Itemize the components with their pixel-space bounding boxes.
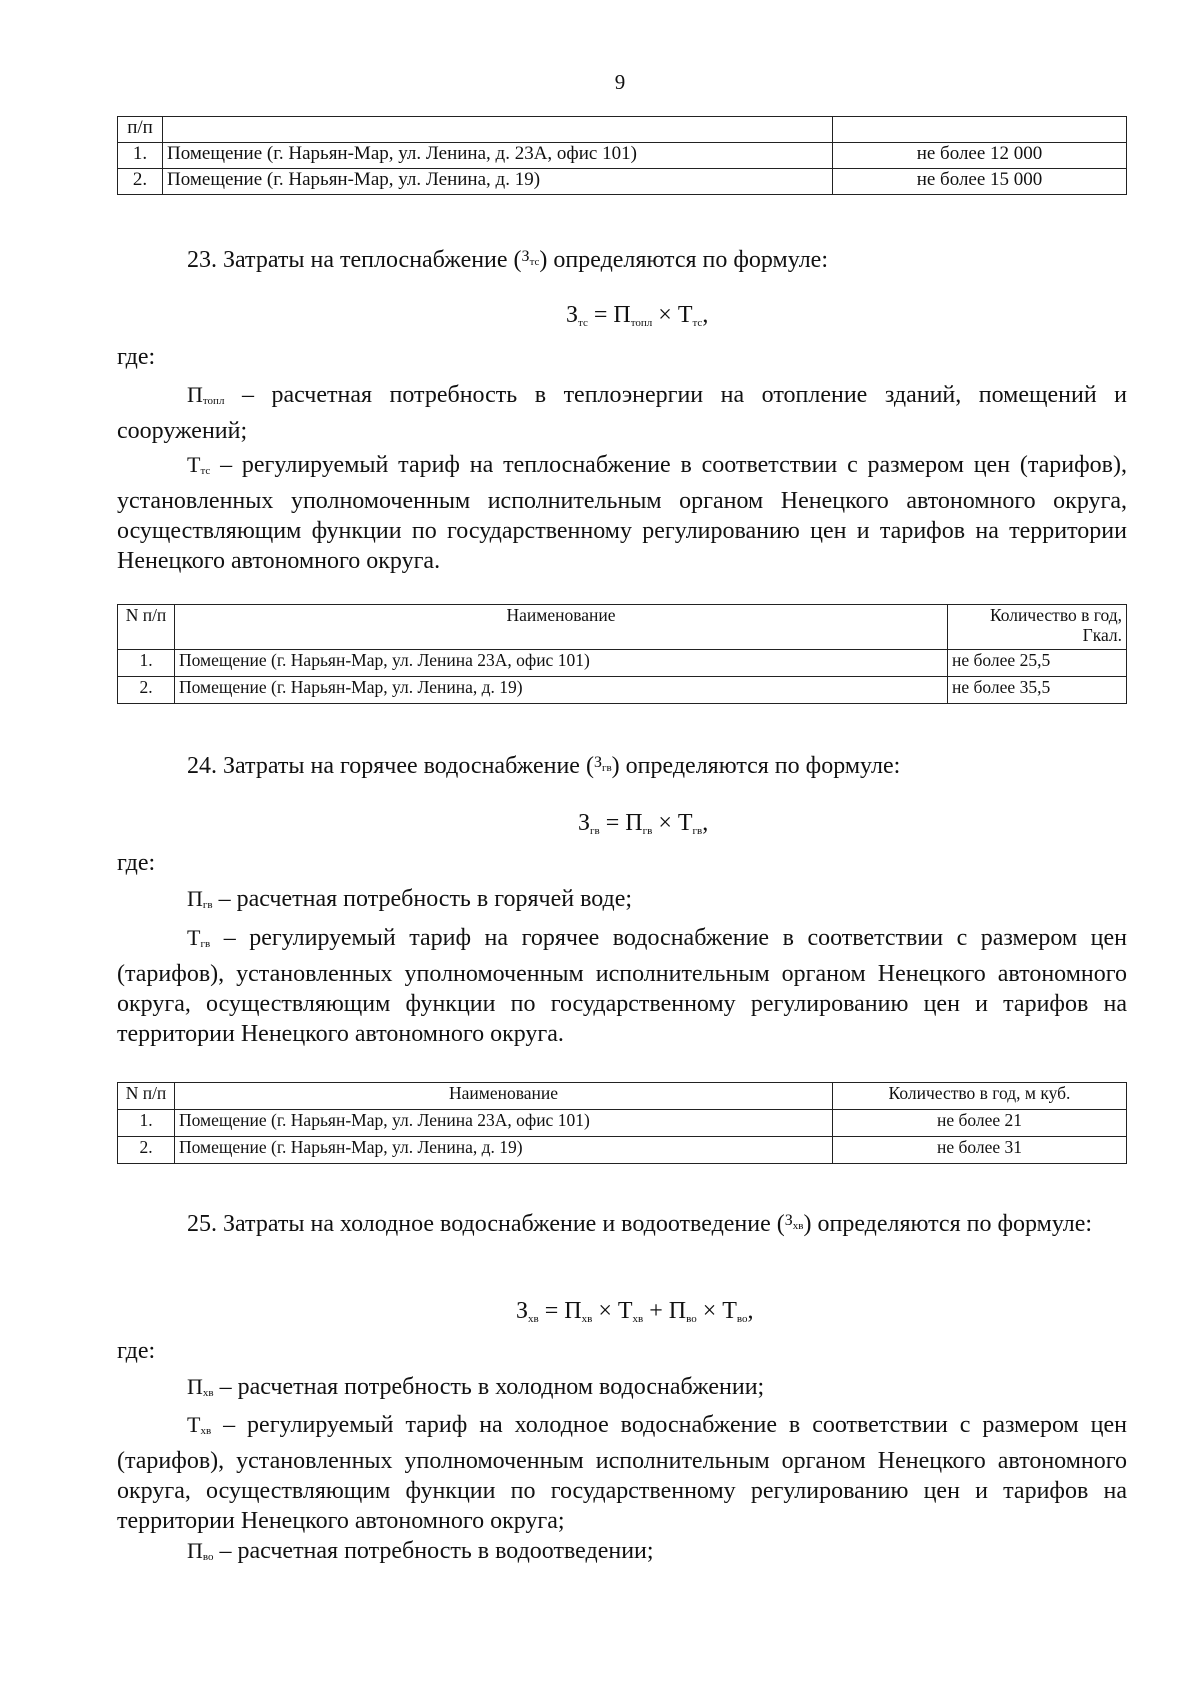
- table-row: [118, 143, 1127, 169]
- where-label: где:: [117, 1338, 156, 1364]
- cost-symbol-subscript: гв: [601, 762, 612, 774]
- section-25-formula: [516, 1296, 754, 1334]
- cost-symbol: З: [593, 754, 602, 771]
- row-name: Помещение (г. Нарьян-Мар, ул. Ленина 23А, офис 101): [175, 1110, 833, 1137]
- column-header-value: [833, 117, 1127, 143]
- definition-paragraph: [117, 884, 1127, 920]
- row-value: не более 12 000: [833, 143, 1127, 169]
- definition-paragraph: [117, 1372, 1127, 1408]
- definition-paragraph: [117, 1536, 1127, 1572]
- definition-symbol: П: [187, 1374, 203, 1399]
- formula-lhs: З: [516, 1298, 529, 1324]
- where-label: где:: [117, 344, 156, 370]
- definition-text: – регулируемый тариф на горячее водоснабжение в соответствии с размером цен (тарифов), установленных уполномоченным исполнительным органом Ненецкого автономного округа, осуществляющим функции по государственному регулированию цен и тарифов на территории Ненецкого автономного округа.: [117, 925, 1127, 1047]
- definition-subscript: во: [202, 1551, 214, 1563]
- definition-paragraph: [117, 1410, 1127, 1536]
- table-row: [118, 169, 1127, 195]
- heading-text-tail: ) определяются по формуле:: [539, 247, 828, 273]
- definition-text: – расчетная потребность в холодном водоснабжении;: [219, 1374, 765, 1400]
- column-header-name: Наименование: [175, 605, 948, 650]
- formula-subscript: во: [686, 1313, 697, 1325]
- definition-symbol: Т: [187, 925, 201, 950]
- table-row: [118, 650, 1127, 677]
- formula-term: × Т: [652, 810, 693, 836]
- definition-text: – регулируемый тариф на холодное водоснабжение в соответствии с размером цен (тарифов), установленных уполномоченным исполнительным органом Ненецкого автономного округа, осуществляющим функции по государственному регулированию цен и тарифов на территории Ненецкого автономного округа;: [117, 1412, 1128, 1534]
- row-name: Помещение (г. Нарьян-Мар, ул. Ленина, д. 19): [163, 169, 833, 195]
- formula-term: = П: [587, 302, 631, 328]
- formula-subscript: гв: [692, 825, 703, 837]
- formula-tail: ,: [747, 1298, 754, 1324]
- definition-symbol: П: [187, 1538, 203, 1563]
- formula-lhs: З: [578, 810, 591, 836]
- row-number: 1.: [118, 143, 163, 169]
- definition-text: – расчетная потребность в водоотведении;: [219, 1538, 654, 1564]
- definition-subscript: хв: [202, 1387, 214, 1399]
- row-value: не более 35,5: [948, 677, 1127, 704]
- formula-subscript: тс: [692, 317, 703, 329]
- formula-term: × Т: [652, 302, 693, 328]
- formula-subscript: гв: [642, 825, 653, 837]
- rooms-area-table: [117, 116, 1127, 195]
- cost-symbol: З: [521, 248, 530, 265]
- definition-text: – расчетная потребность в горячей воде;: [218, 886, 633, 912]
- page-number: 9: [614, 70, 626, 94]
- formula-subscript: хв: [632, 1313, 644, 1325]
- definition-subscript: хв: [200, 1425, 212, 1437]
- row-name: Помещение (г. Нарьян-Мар, ул. Ленина, д. 23А, офис 101): [163, 143, 833, 169]
- formula-subscript: хв: [528, 1313, 539, 1325]
- column-header-name: Наименование: [175, 1083, 833, 1110]
- formula-subscript: топл: [630, 317, 653, 329]
- formula-subscript: гв: [590, 825, 600, 837]
- section-24-heading: [187, 748, 1127, 783]
- table-header-row: [118, 605, 1127, 650]
- row-name: Помещение (г. Нарьян-Мар, ул. Ленина, д. 19): [175, 1137, 833, 1164]
- row-value: не более 31: [833, 1137, 1127, 1164]
- row-value: не более 21: [833, 1110, 1127, 1137]
- table-row: [118, 1110, 1127, 1137]
- section-25-heading: [117, 1206, 1127, 1241]
- table-header-row: [118, 117, 1127, 143]
- formula-term: × Т: [592, 1298, 633, 1324]
- cost-symbol-subscript: хв: [792, 1220, 804, 1232]
- column-header-number: N п/п: [118, 1083, 175, 1110]
- column-header-value: Количество в год, м куб.: [833, 1083, 1127, 1110]
- definition-symbol: Т: [187, 1412, 201, 1437]
- column-header-value: Количество в год, Гкал.: [948, 605, 1127, 650]
- formula-subscript: хв: [581, 1313, 593, 1325]
- definition-text: – расчетная потребность в теплоэнергии на отопление зданий, помещений и сооружений;: [117, 382, 1128, 444]
- definition-subscript: тс: [200, 465, 211, 477]
- section-23-formula: [566, 300, 708, 338]
- section-23-heading: [187, 242, 1127, 277]
- definition-subscript: топл: [202, 395, 225, 407]
- formula-term: × Т: [696, 1298, 737, 1324]
- row-number: 2.: [118, 1137, 175, 1164]
- formula-term: + П: [643, 1298, 687, 1324]
- heat-supply-table: [117, 604, 1127, 704]
- formula-tail: ,: [702, 302, 709, 328]
- column-header-number: п/п: [118, 117, 163, 143]
- table-row: [118, 1137, 1127, 1164]
- row-number: 1.: [118, 1110, 175, 1137]
- definition-paragraph: [117, 923, 1127, 1049]
- row-number: 2.: [118, 169, 163, 195]
- formula-term: = П: [538, 1298, 582, 1324]
- definition-subscript: гв: [202, 899, 213, 911]
- formula-tail: ,: [702, 810, 709, 836]
- definition-symbol: П: [187, 382, 203, 407]
- row-number: 2.: [118, 677, 175, 704]
- table-header-row: [118, 1083, 1127, 1110]
- heading-text: 23. Затраты на теплоснабжение (: [187, 247, 522, 273]
- definition-paragraph: [117, 380, 1127, 446]
- formula-subscript: тс: [578, 317, 588, 329]
- table-row: [118, 677, 1127, 704]
- heading-text-tail: ) определяются по формуле:: [803, 1211, 1093, 1237]
- definition-symbol: Т: [187, 452, 201, 477]
- heading-text: 24. Затраты на горячее водоснабжение (: [187, 753, 594, 779]
- column-header-number: N п/п: [118, 605, 175, 650]
- row-name: Помещение (г. Нарьян-Мар, ул. Ленина, д. 19): [175, 677, 948, 704]
- heading-text: 25. Затраты на холодное водоснабжение и водоотведение (: [187, 1211, 785, 1237]
- hot-water-table: [117, 1082, 1127, 1164]
- row-name: Помещение (г. Нарьян-Мар, ул. Ленина 23А, офис 101): [175, 650, 948, 677]
- definition-paragraph: [117, 450, 1127, 576]
- section-24-formula: [578, 808, 708, 846]
- formula-lhs: З: [566, 302, 579, 328]
- definition-symbol: П: [187, 886, 203, 911]
- row-value: не более 25,5: [948, 650, 1127, 677]
- formula-subscript: во: [736, 1313, 748, 1325]
- definition-text: – регулируемый тариф на теплоснабжение в соответствии с размером цен (тарифов), установленных уполномоченным исполнительным органом Ненецкого автономного округа, осуществляющим функции по государственному регулированию цен и тарифов на территории Ненецкого автономного округа.: [117, 452, 1127, 574]
- cost-symbol: З: [784, 1212, 793, 1229]
- formula-term: = П: [599, 810, 643, 836]
- where-label: где:: [117, 850, 156, 876]
- row-number: 1.: [118, 650, 175, 677]
- cost-symbol-subscript: тс: [529, 256, 540, 268]
- heading-text-tail: ) определяются по формуле:: [611, 753, 901, 779]
- row-value: не более 15 000: [833, 169, 1127, 195]
- definition-subscript: гв: [200, 938, 211, 950]
- column-header-name: [163, 117, 833, 143]
